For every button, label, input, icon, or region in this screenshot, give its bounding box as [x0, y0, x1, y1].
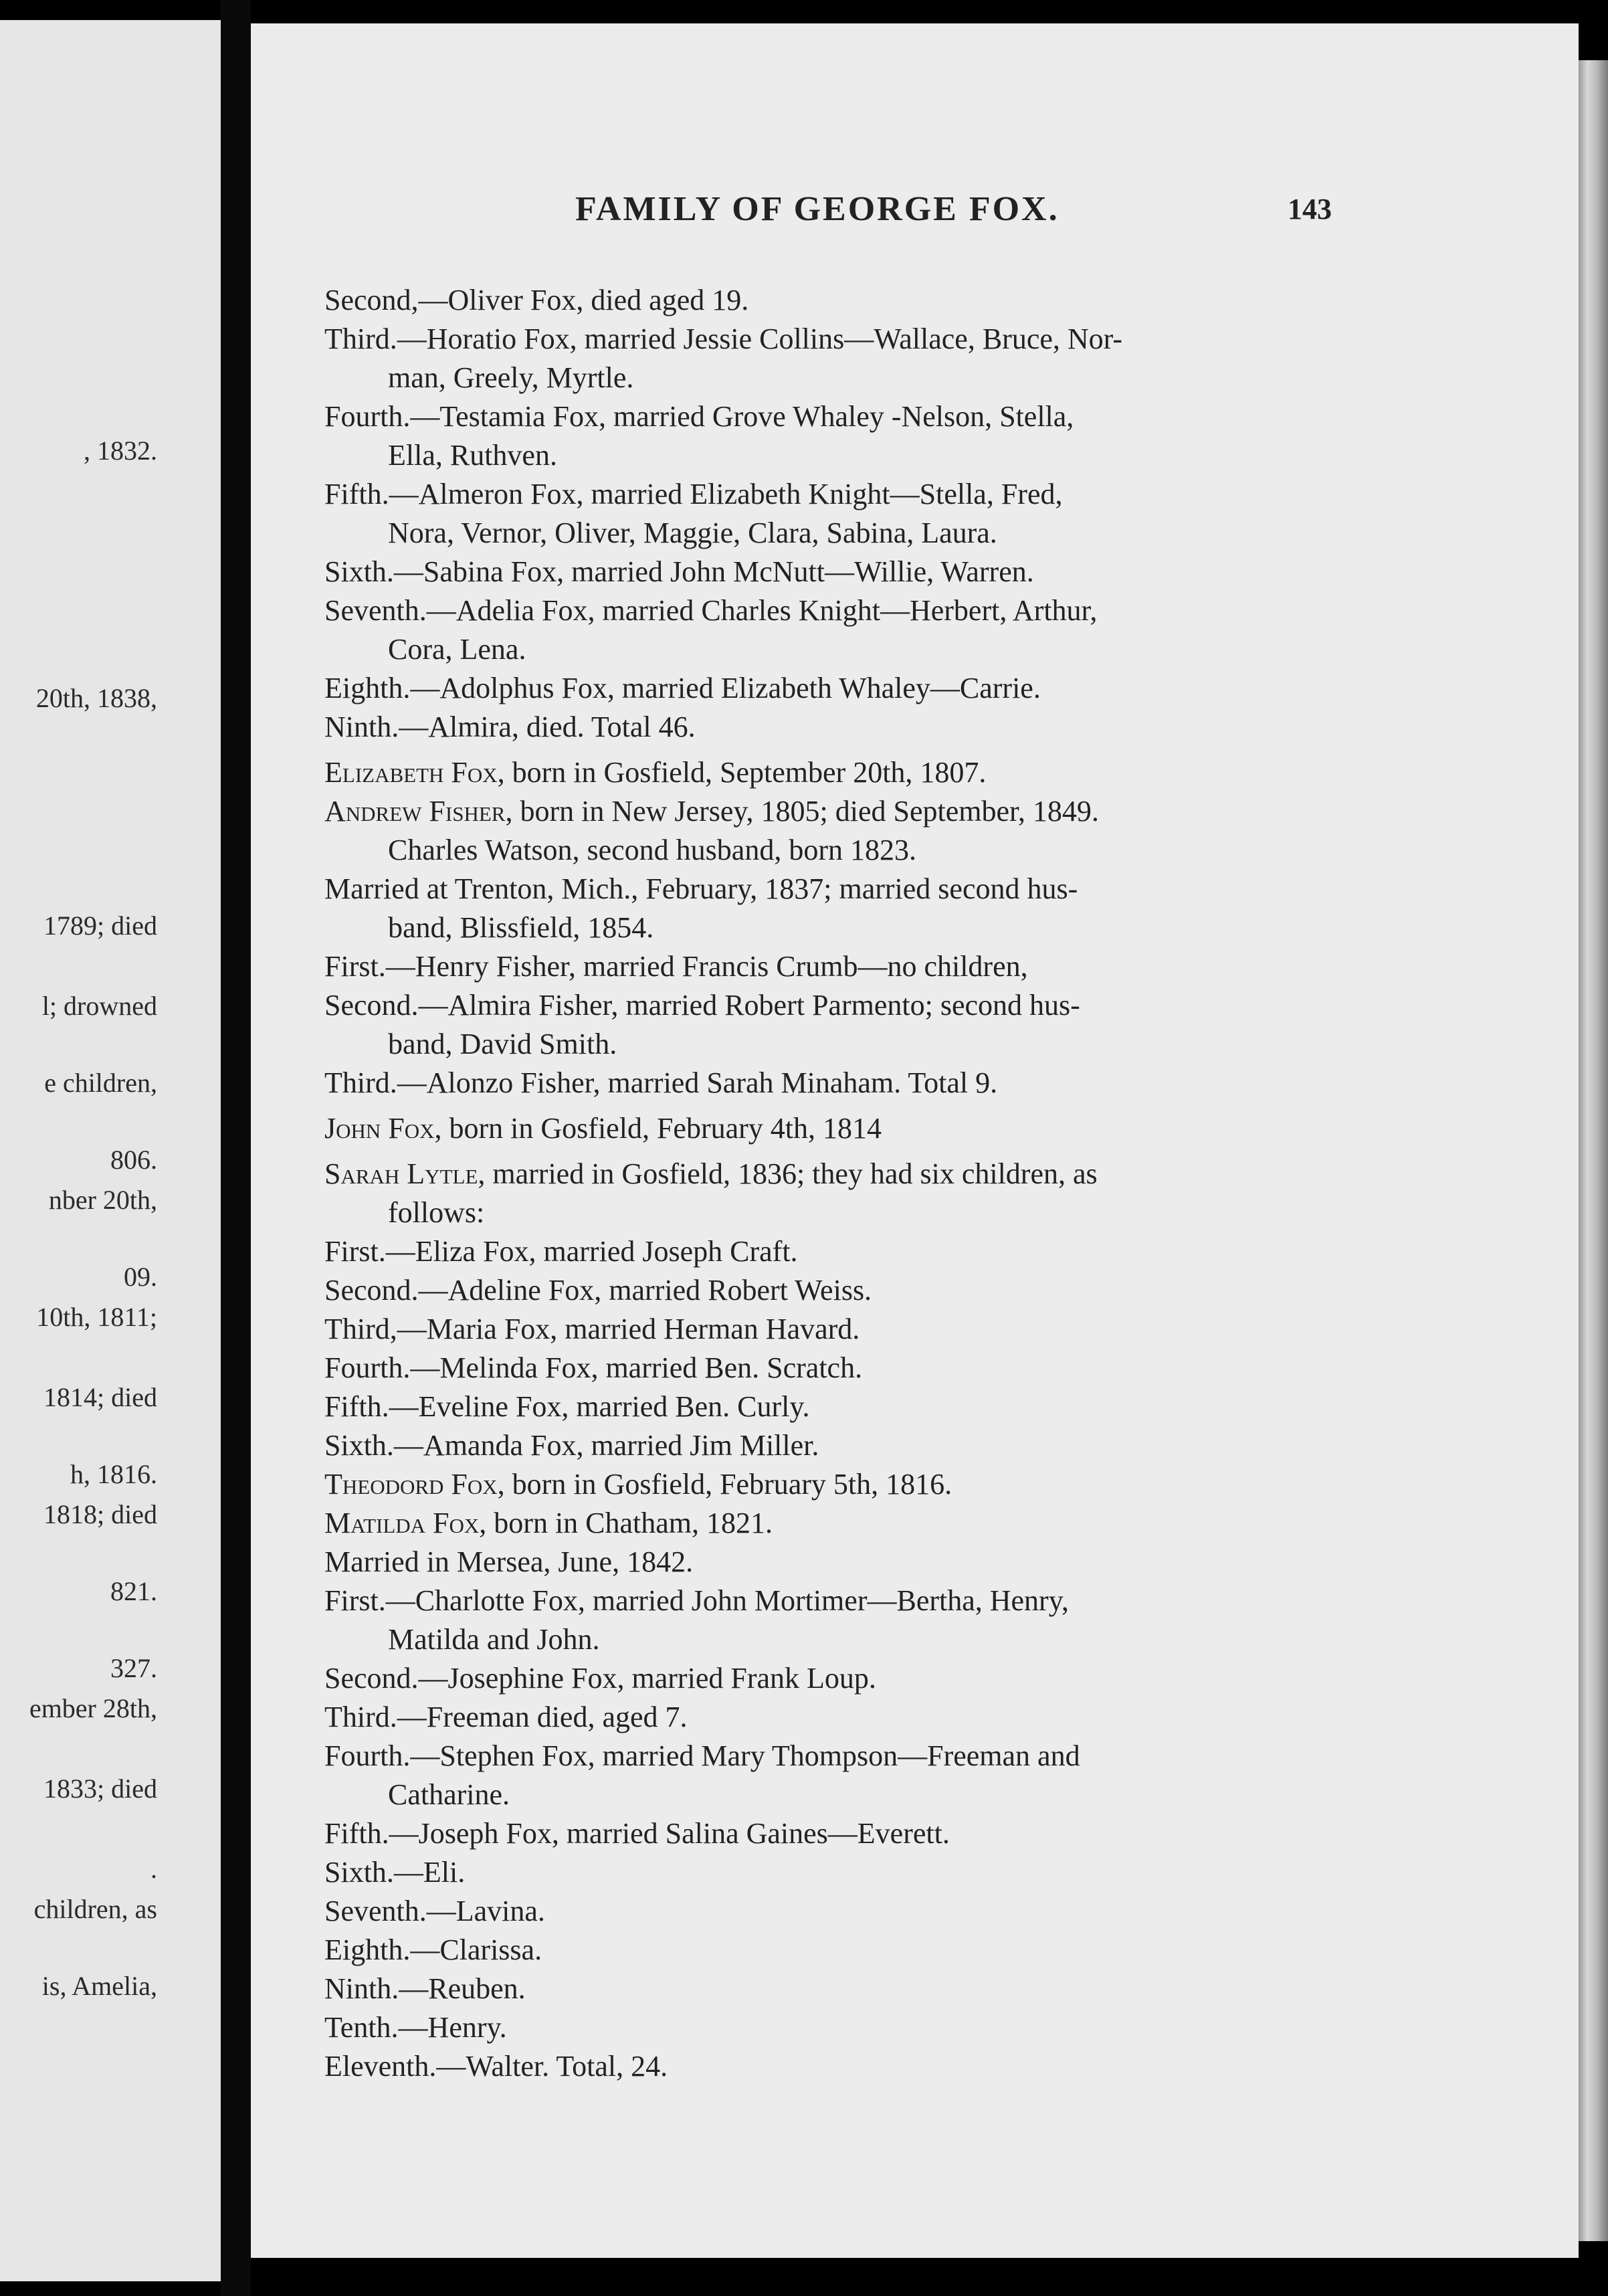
text-line	[324, 669, 1368, 708]
left-page-fragment: e children,	[44, 1068, 157, 1098]
left-page-fragment: 1814; died	[43, 1382, 157, 1412]
person-name: Matilda Fox	[324, 1507, 480, 1539]
text-line	[324, 320, 1368, 359]
book-page	[251, 23, 1579, 2258]
line-text: , born in Gosfield, September 20th, 1807.	[497, 756, 987, 789]
left-page-fragment: 1818; died	[43, 1499, 157, 1529]
text-line	[324, 514, 1368, 553]
line-text: Tenth.—Henry.	[324, 2011, 507, 2044]
left-page-fragment: 821.	[110, 1576, 157, 1606]
line-text: First.—Eliza Fox, married Joseph Craft.	[324, 1235, 798, 1268]
line-text: Eleventh.—Walter. Total, 24.	[324, 2050, 668, 2083]
text-line	[324, 792, 1368, 831]
line-text: Catharine.	[388, 1778, 510, 1811]
line-text: Married in Mersea, June, 1842.	[324, 1545, 694, 1578]
line-text: Third.—Horatio Fox, married Jessie Collins—Wallace, Bruce, Nor-	[324, 322, 1123, 355]
line-text: Eighth.—Clarissa.	[324, 1933, 542, 1966]
text-line	[324, 1232, 1368, 1271]
text-line	[324, 1109, 1368, 1148]
line-text: Fifth.—Joseph Fox, married Salina Gaines—Everett.	[324, 1817, 950, 1850]
text-line	[324, 1310, 1368, 1349]
line-text: band, David Smith.	[388, 1028, 617, 1060]
line-text: Third,—Maria Fox, married Herman Havard.	[324, 1313, 860, 1345]
line-text: Fifth.—Almeron Fox, married Elizabeth Knight—Stella, Fred,	[324, 478, 1063, 510]
text-line	[324, 281, 1368, 320]
text-line	[324, 1892, 1368, 1931]
text-line	[324, 1465, 1368, 1504]
left-page-fragment: nber 20th,	[48, 1185, 157, 1215]
line-text: Married at Trenton, Mich., February, 1837; married second hus-	[324, 872, 1078, 905]
line-text: Third.—Freeman died, aged 7.	[324, 1701, 688, 1733]
text-line	[324, 1659, 1368, 1698]
left-page-fragment: , 1832.	[84, 436, 157, 466]
line-text: Sixth.—Sabina Fox, married John McNutt—Willie, Warren.	[324, 555, 1034, 588]
text-line	[324, 553, 1368, 591]
line-text: First.—Henry Fisher, married Francis Crumb—no children,	[324, 950, 1028, 983]
line-text: Ella, Ruthven.	[388, 439, 557, 472]
text-line	[324, 2047, 1368, 2086]
text-line	[324, 753, 1368, 792]
text-line	[324, 1931, 1368, 1970]
page-body	[324, 281, 1368, 2086]
page-header	[251, 189, 1579, 236]
text-line	[324, 947, 1368, 986]
page-number: 143	[1288, 193, 1332, 225]
left-page-fragment: is, Amelia,	[41, 1971, 157, 2001]
text-line	[324, 1970, 1368, 2008]
line-text: Ninth.—Almira, died. Total 46.	[324, 710, 696, 743]
text-line	[324, 475, 1368, 514]
left-page-fragment: ember 28th,	[29, 1693, 157, 1723]
text-line	[324, 1426, 1368, 1465]
line-text: Seventh.—Adelia Fox, married Charles Knight—Herbert, Arthur,	[324, 594, 1098, 627]
left-page-fragment: 1789; died	[43, 911, 157, 941]
line-text: Cora, Lena.	[388, 633, 526, 666]
text-line	[324, 831, 1368, 870]
text-line	[324, 1853, 1368, 1892]
book-gutter	[221, 0, 251, 2296]
person-name: John Fox	[324, 1112, 435, 1145]
text-line	[324, 359, 1368, 397]
left-page-fragment: children, as	[33, 1894, 157, 1924]
line-text: Second.—Almira Fisher, married Robert Parmento; second hus-	[324, 989, 1080, 1022]
text-line	[324, 1737, 1368, 1776]
line-text: Fourth.—Melinda Fox, married Ben. Scratch.	[324, 1351, 863, 1384]
text-line	[324, 2008, 1368, 2047]
text-line	[324, 1620, 1368, 1659]
line-text: Sixth.—Eli.	[324, 1856, 466, 1889]
line-text: Matilda and John.	[388, 1623, 600, 1656]
left-page-fragment: h, 1816.	[70, 1459, 157, 1489]
line-text: Nora, Vernor, Oliver, Maggie, Clara, Sabina, Laura.	[388, 516, 997, 549]
line-text: Second.—Josephine Fox, married Frank Loup.	[324, 1662, 876, 1695]
left-page-fragment: 10th, 1811;	[36, 1302, 157, 1332]
line-text: , born in Gosfield, February 5th, 1816.	[497, 1468, 952, 1501]
line-text: Fourth.—Stephen Fox, married Mary Thompson—Freeman and	[324, 1739, 1080, 1772]
left-page-fragment: 1833; died	[43, 1774, 157, 1804]
line-text: Second.—Adeline Fox, married Robert Weiss.	[324, 1274, 872, 1307]
running-title: FAMILY OF GEORGE FOX.	[575, 190, 1060, 228]
line-text: band, Blissfield, 1854.	[388, 911, 654, 944]
person-name: Andrew Fisher	[324, 795, 506, 828]
text-line	[324, 1064, 1368, 1103]
line-text: Second,—Oliver Fox, died aged 19.	[324, 284, 749, 316]
line-text: , born in Chatham, 1821.	[479, 1507, 773, 1539]
person-name: Elizabeth Fox	[324, 756, 498, 789]
line-text: Eighth.—Adolphus Fox, married Elizabeth Whaley—Carrie.	[324, 672, 1041, 704]
text-line	[324, 1388, 1368, 1426]
text-line	[324, 1582, 1368, 1620]
text-line	[324, 986, 1368, 1025]
text-line	[324, 436, 1368, 475]
line-text: Fifth.—Eveline Fox, married Ben. Curly.	[324, 1390, 810, 1423]
text-line	[324, 397, 1368, 436]
line-text: Sixth.—Amanda Fox, married Jim Miller.	[324, 1429, 819, 1462]
line-text: follows:	[388, 1196, 485, 1229]
person-name: Sarah Lytle	[324, 1157, 478, 1190]
page-stack-edge	[1579, 60, 1608, 2241]
left-page-fragment: .	[150, 1854, 157, 1884]
line-text: , born in Gosfield, February 4th, 1814	[434, 1112, 882, 1145]
text-line	[324, 1271, 1368, 1310]
text-line	[324, 630, 1368, 669]
line-text: Third.—Alonzo Fisher, married Sarah Minaham. Total 9.	[324, 1066, 998, 1099]
line-text: , married in Gosfield, 1836; they had six children, as	[478, 1157, 1098, 1190]
text-line	[324, 1193, 1368, 1232]
text-line	[324, 1504, 1368, 1543]
line-text: , born in New Jersey, 1805; died September, 1849.	[505, 795, 1099, 828]
text-line	[324, 708, 1368, 747]
text-line	[324, 1025, 1368, 1064]
text-line	[324, 1349, 1368, 1388]
text-line	[324, 1543, 1368, 1582]
line-text: man, Greely, Myrtle.	[388, 361, 634, 394]
line-text: Charles Watson, second husband, born 1823.	[388, 834, 916, 866]
left-page-fragment: 09.	[124, 1262, 157, 1292]
text-line	[324, 1776, 1368, 1814]
line-text: First.—Charlotte Fox, married John Mortimer—Bertha, Henry,	[324, 1584, 1069, 1617]
left-page-fragment: 20th, 1838,	[35, 683, 157, 713]
left-page-fragment: 806.	[110, 1145, 157, 1175]
left-page-fragment: 327.	[110, 1653, 157, 1683]
person-name: Theodord Fox	[324, 1468, 498, 1501]
text-line	[324, 870, 1368, 908]
left-page-fragment: l; drowned	[41, 991, 157, 1021]
line-text: Ninth.—Reuben.	[324, 1972, 526, 2005]
line-text: Fourth.—Testamia Fox, married Grove Whaley -Nelson, Stella,	[324, 400, 1074, 433]
text-line	[324, 1155, 1368, 1193]
line-text: Seventh.—Lavina.	[324, 1895, 545, 1927]
left-page-edge	[0, 20, 221, 2281]
text-line	[324, 591, 1368, 630]
text-line	[324, 908, 1368, 947]
text-line	[324, 1814, 1368, 1853]
text-line	[324, 1698, 1368, 1737]
